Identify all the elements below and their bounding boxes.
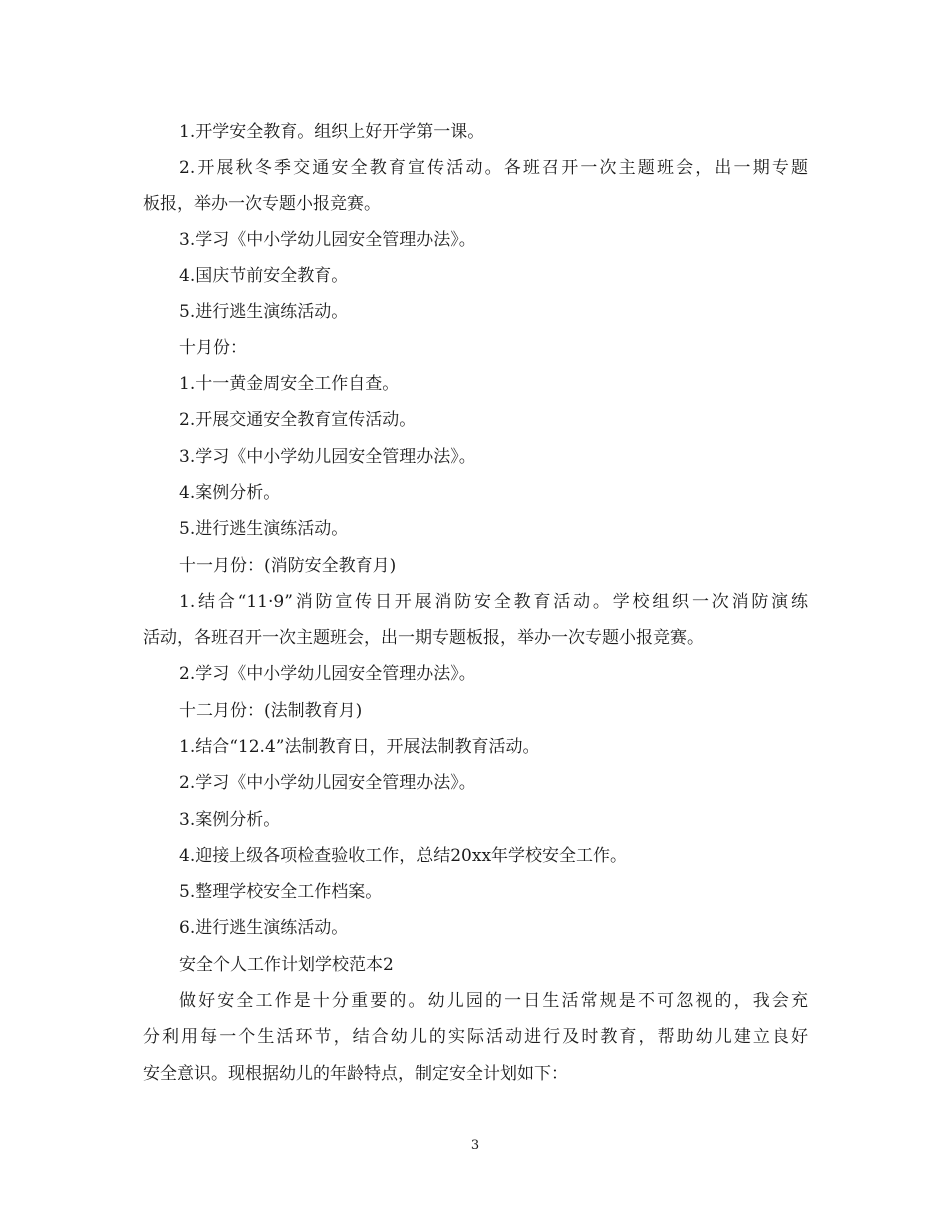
paragraph-line: 安全意识。现根据幼儿的年龄特点，制定安全计划如下： [143, 1064, 568, 1084]
section-heading: 十二月份：(法制教育月) [179, 701, 363, 721]
paragraph-line: 分利用每一个生活环节，结合幼儿的实际活动进行及时教育，帮助幼儿建立良好 [143, 1027, 808, 1047]
list-item: 5.整理学校安全工作档案。 [179, 882, 383, 902]
section-heading: 十一月份：(消防安全教育月) [179, 556, 397, 576]
list-item: 6.进行逃生演练活动。 [179, 918, 349, 938]
list-item: 1.结合“11·9”消防宣传日开展消防安全教育活动。学校组织一次消防演练 [179, 592, 808, 612]
list-item: 4.案例分析。 [179, 483, 281, 503]
list-item: 1.十一黄金周安全工作自查。 [179, 374, 400, 394]
paragraph-continuation: 板报，举办一次专题小报竞赛。 [143, 194, 381, 214]
list-item: 3.学习《中小学幼儿园安全管理办法》。 [179, 230, 476, 250]
list-item: 2.开展交通安全教育宣传活动。 [179, 410, 417, 430]
list-item: 1.结合“12.4”法制教育日，开展法制教育活动。 [179, 737, 540, 757]
paragraph-continuation: 活动，各班召开一次主题班会，出一期专题板报，举办一次专题小报竞赛。 [143, 628, 704, 648]
section-title: 安全个人工作计划学校范本2 [179, 955, 394, 975]
list-item: 3.学习《中小学幼儿园安全管理办法》。 [179, 447, 476, 467]
page-number: 3 [470, 1138, 480, 1153]
list-item: 5.进行逃生演练活动。 [179, 302, 349, 322]
list-item: 3.案例分析。 [179, 810, 281, 830]
list-item: 5.进行逃生演练活动。 [179, 519, 349, 539]
list-item: 4.国庆节前安全教育。 [179, 266, 349, 286]
list-item: 1.开学安全教育。组织上好开学第一课。 [179, 122, 485, 142]
section-heading: 十月份： [179, 338, 247, 358]
list-item: 2.学习《中小学幼儿园安全管理办法》。 [179, 773, 476, 793]
list-item: 2.开展秋冬季交通安全教育宣传活动。各班召开一次主题班会，出一期专题 [179, 158, 808, 178]
list-item: 2.学习《中小学幼儿园安全管理办法》。 [179, 664, 476, 684]
paragraph-line: 做好安全工作是十分重要的。幼儿园的一日生活常规是不可忽视的，我会充 [179, 991, 808, 1011]
list-item: 4.迎接上级各项检查验收工作，总结20xx年学校安全工作。 [179, 846, 628, 866]
